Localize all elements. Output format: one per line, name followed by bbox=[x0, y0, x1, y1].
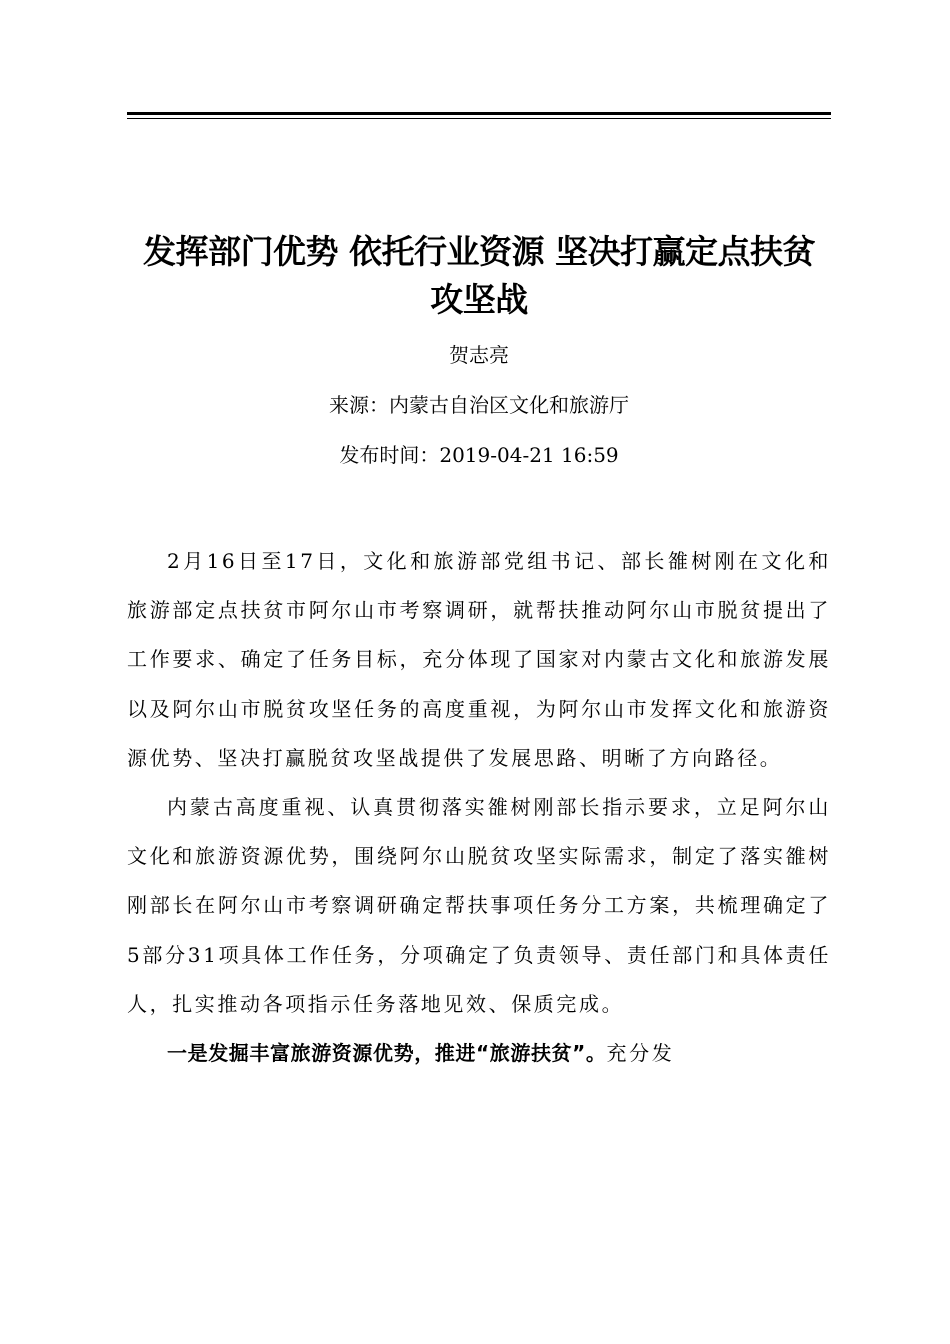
article-title: 发挥部门优势 依托行业资源 坚决打赢定点扶贫攻坚战 bbox=[143, 232, 815, 319]
header-rule-thick bbox=[127, 112, 831, 115]
header-rule-thin bbox=[127, 118, 831, 119]
article-publish-time: 发布时间：2019-04-21 16:59 bbox=[339, 443, 619, 467]
article-body bbox=[127, 537, 831, 1078]
paragraph-1: 2月16日至17日，文化和旅游部党组书记、部长雒树刚在文化和旅游部定点扶贫市阿尔山市考察调研，就帮扶推动阿尔山市脱贫提出了工作要求、确定了任务目标，充分体现了国家对内蒙古文化和旅游发展以及阿尔山市脱贫攻坚任务的高度重视，为阿尔山市发挥文化和旅游资源优势、坚决打赢脱贫攻坚战提供了发展思路、明晰了方向路径。 bbox=[127, 549, 831, 770]
paragraph-3-lead: 一是发掘丰富旅游资源优势，推进“旅游扶贫”。 bbox=[167, 1041, 607, 1066]
paragraph-2: 内蒙古高度重视、认真贯彻落实雒树刚部长指示要求，立足阿尔山文化和旅游资源优势，围绕阿尔山脱贫攻坚实际需求，制定了落实雒树刚部长在阿尔山市考察调研确定帮扶事项任务分工方案，共梳理确定了5部分31项具体工作任务，分项确定了负责领导、责任部门和具体责任人，扎实推动各项指示任务落地见效、保质完成。 bbox=[127, 795, 831, 1016]
paragraph-3-text: 充分发 bbox=[606, 1041, 675, 1066]
article-author: 贺志亮 bbox=[449, 343, 509, 367]
paragraph-3 bbox=[127, 1029, 831, 1078]
article-source: 来源：内蒙古自治区文化和旅游厅 bbox=[329, 393, 629, 417]
